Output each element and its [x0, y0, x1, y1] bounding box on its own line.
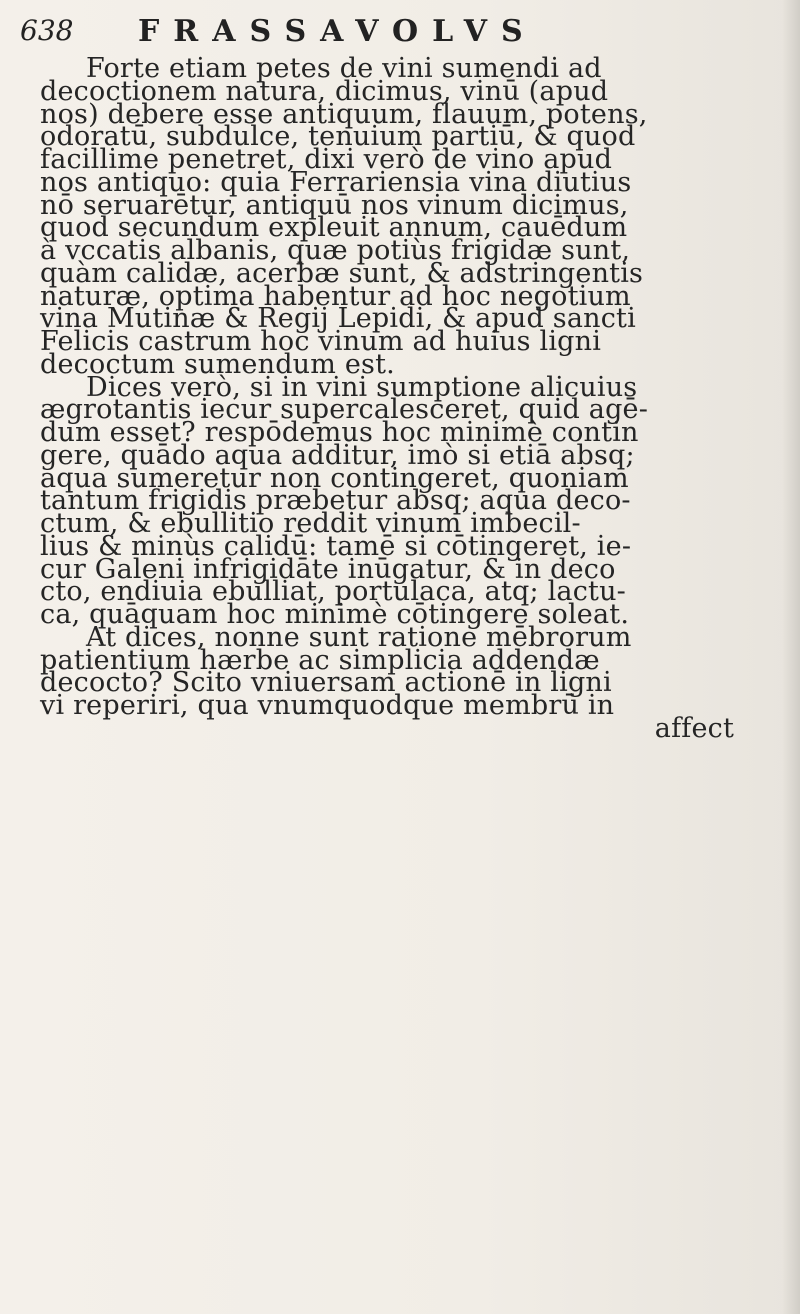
text-line: vi reperiri, qua vnumquodque membrū in	[40, 690, 615, 721]
page-header	[20, 14, 760, 54]
text-line: odoratū, subdulce, tenuium partiū, & quod	[40, 121, 636, 153]
text-line: facillime penetret, dixi verò de vino apud	[40, 144, 613, 175]
text-line: nō seruarētur, antiquū nos vinum dicimus,	[40, 189, 629, 221]
text-line: ca, quāquam hoc minimè cōtingere soleat.	[40, 599, 630, 630]
body-text	[40, 53, 770, 744]
running-title: FRASSAVOLVS	[138, 14, 537, 49]
text-line: tantum frigidis præbetur absq; aqua deco-	[40, 485, 631, 517]
text-line: patientium hærbe ac simplicia addendæ	[40, 644, 600, 676]
text-line: gere, quādo aqua additur, imò si etiā absq;	[40, 439, 635, 471]
text-line: nos) debere esse antiquum, flauum, potens,	[40, 98, 648, 130]
text-line: à vccatis albanis, quæ potiùs frigidæ sunt,	[40, 235, 631, 266]
text-line: nos antiquo: quia Ferrariensia vina diutius	[40, 166, 632, 198]
text-line: ctum, & ebullitio reddit vinum imbecil-	[40, 508, 581, 539]
text-line: Dices verò, si in vini sumptione alicuius	[86, 371, 638, 403]
text-line: aqua sumeretur non contingeret, quoniam	[40, 462, 629, 494]
text-line: quod secundum expleuit annum, cauēdum	[40, 212, 628, 244]
text-line: decocto? Scito vniuersam actionē in ligni	[40, 667, 612, 699]
text-line: decoctum sumendum est.	[40, 348, 395, 380]
text-line: decoctionem natura, dicimus, vinū (apud	[40, 75, 609, 107]
text-line: quàm calidæ, acerbæ sunt, & adstringentis	[40, 257, 644, 289]
page-number: 638	[20, 14, 74, 47]
text-line: dum esset? respōdemus hoc minimè contin	[40, 417, 639, 448]
text-line: Forte etiam petes de vini sumendi ad	[86, 53, 602, 84]
text-line: Felicis castrum hoc vinum ad huius ligni	[40, 326, 602, 357]
text-line: ægrotantis iecur supercalesceret, quid agē-	[40, 394, 649, 426]
catchword: affect	[654, 712, 734, 744]
text-line: cto, endiuia ebulliat, portulaca, atq; lactu-	[40, 576, 626, 608]
text-line: lius & minùs calidū: tamē si cōtingeret, ie-	[40, 530, 632, 562]
page-edge-shadow	[782, 0, 800, 1314]
text-line: cur Galeni infrigidāte inūgatur, & in deco	[40, 553, 616, 585]
text-line: vina Mutinæ & Regij Lepidi, & apud sancti	[40, 303, 636, 335]
text-line: At dices, nonne sunt ratione mēbrorum	[86, 621, 632, 653]
text-line: naturæ, optima habentur ad hoc negotium	[40, 280, 631, 312]
